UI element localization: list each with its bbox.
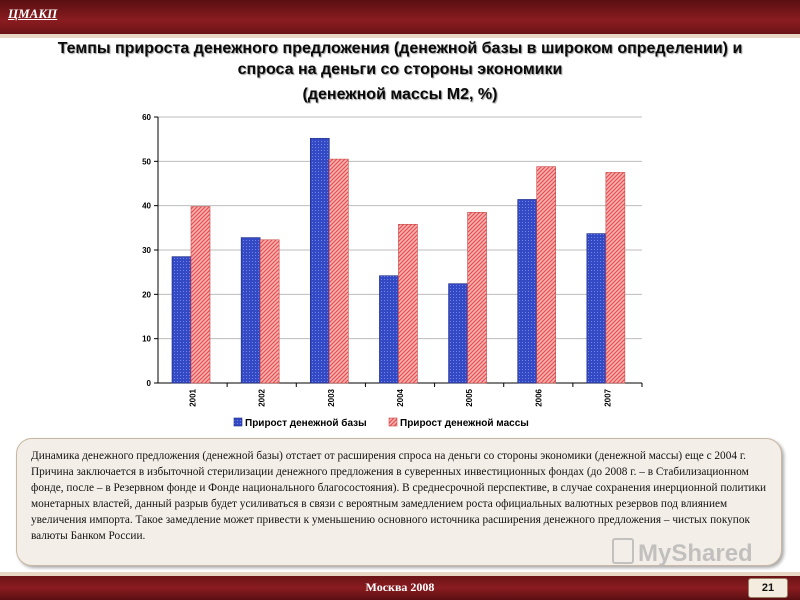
commentary-text: Динамика денежного предложения (денежной базы) отстает от расширения спроса на деньги со стороны экономики (денежной массы) еще с 2004 г. Причина заключается в избыточной стерилизации денежного предложения в суверенных инвестиционных фондах (до 2008 г. – в Стабилизационном фонде, после – в Резервном фонде и Фонде национального благосостояния). В среднесрочной перспективе, в случае сохранения инерционной политики монетарных властей, данный разрыв будет усиливаться в связи с вероятным замедлением роста официальных валютных резервов под влиянием увеличения импорта. Такое замедление может привести к уменьшению основного источника расширения денежного предложения – чистых покупок валюты Банком России. [31, 450, 767, 542]
bar-base-money [379, 276, 398, 383]
slide-subtitle: (денежной массы М2, %) [302, 86, 498, 103]
bar-base-money [241, 238, 260, 383]
legend-swatch [234, 418, 242, 426]
bar-money-supply [329, 159, 348, 383]
bar-chart [0, 100, 800, 435]
presentation-icon [612, 538, 634, 564]
x-tick-label: 2001 [188, 389, 198, 407]
slide-title-line2: спроса на деньги со стороны экономики [237, 61, 563, 78]
legend-label: Прирост денежной массы [400, 418, 529, 429]
bar-base-money [587, 234, 606, 383]
x-tick-label: 2003 [326, 389, 336, 407]
bar-money-supply [191, 207, 210, 383]
bar-base-money [449, 284, 468, 383]
footer-location: Москва 2008 [365, 580, 435, 594]
slide-title [0, 38, 800, 80]
y-tick-label: 40 [142, 201, 151, 211]
bar-money-supply [606, 172, 625, 383]
y-tick-label: 20 [142, 290, 151, 300]
y-tick-label: 60 [142, 113, 151, 122]
y-tick-label: 10 [142, 334, 151, 344]
header-bar [0, 0, 800, 34]
y-tick-label: 50 [142, 157, 151, 167]
x-tick-label: 2004 [396, 389, 405, 407]
bar-base-money [172, 257, 191, 383]
slide-title-line1: Темпы прироста денежного предложения (денежной базы в широком определении) и [57, 40, 743, 57]
bar-money-supply [260, 240, 279, 383]
legend-swatch [389, 418, 397, 426]
bar-base-money [310, 138, 329, 383]
x-tick-label: 2006 [534, 389, 544, 407]
x-tick-label: 2007 [603, 389, 613, 407]
watermark [612, 538, 762, 572]
x-tick-label: 2002 [257, 389, 267, 407]
y-tick-label: 30 [142, 246, 151, 255]
watermark-text: MyShared [638, 540, 753, 567]
bar-money-supply [537, 167, 556, 383]
y-tick-label: 0 [146, 379, 151, 388]
x-tick-label: 2005 [465, 389, 475, 407]
bar-money-supply [468, 212, 487, 383]
bar-base-money [518, 199, 537, 383]
legend-label: Прирост денежной базы [245, 418, 367, 429]
org-logo-text: ЦМАКП [8, 6, 58, 21]
bar-money-supply [398, 224, 417, 383]
page-number: 21 [748, 578, 788, 598]
